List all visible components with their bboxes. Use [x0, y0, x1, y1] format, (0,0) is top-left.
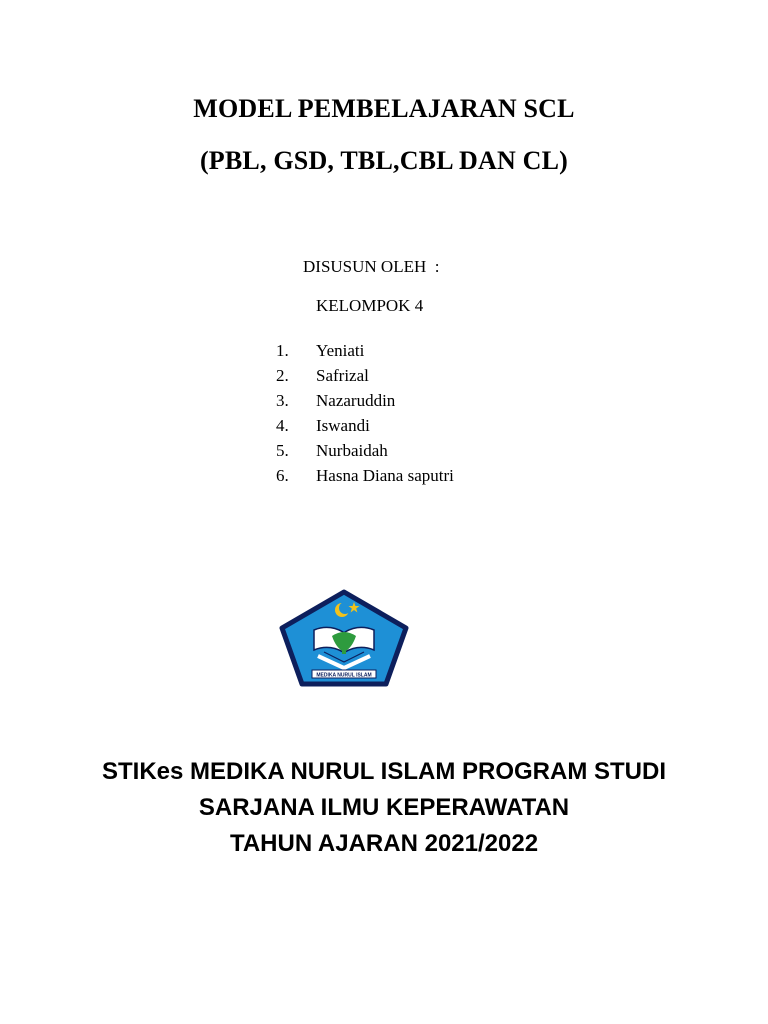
list-item: [276, 338, 454, 363]
list-item: [276, 438, 454, 463]
member-name: Hasna Diana saputri: [316, 466, 454, 485]
group-label: KELOMPOK 4: [316, 296, 424, 315]
academic-year-line: TAHUN AJARAN 2021/2022: [229, 830, 539, 857]
list-item: [276, 413, 454, 438]
member-name: Nurbaidah: [316, 441, 388, 460]
logo-banner-text: MEDIKA NURUL ISLAM: [316, 672, 372, 679]
member-number: 4.: [276, 416, 289, 435]
list-item: [276, 363, 454, 388]
member-list: [276, 338, 454, 488]
document-title-line-1: MODEL PEMBELAJARAN SCL: [193, 94, 575, 123]
institution-name-line: STIKes MEDIKA NURUL ISLAM PROGRAM STUDI: [101, 758, 667, 785]
member-name: Nazaruddin: [316, 391, 396, 410]
member-number: 3.: [276, 391, 289, 410]
member-name: Yeniati: [316, 341, 365, 360]
member-name: Iswandi: [316, 416, 370, 435]
document-title-line-2: (PBL, GSD, TBL,CBL DAN CL): [199, 146, 569, 175]
member-number: 2.: [276, 366, 289, 385]
list-item: [276, 388, 454, 413]
list-item: [276, 463, 454, 488]
member-name: Safrizal: [316, 366, 369, 385]
member-number: 1.: [276, 341, 289, 360]
member-number: 6.: [276, 466, 289, 485]
member-number: 5.: [276, 441, 289, 460]
author-label: DISUSUN OLEH :: [303, 257, 440, 276]
institution-logo-icon: [274, 586, 414, 692]
study-program-line: SARJANA ILMU KEPERAWATAN: [198, 794, 570, 821]
